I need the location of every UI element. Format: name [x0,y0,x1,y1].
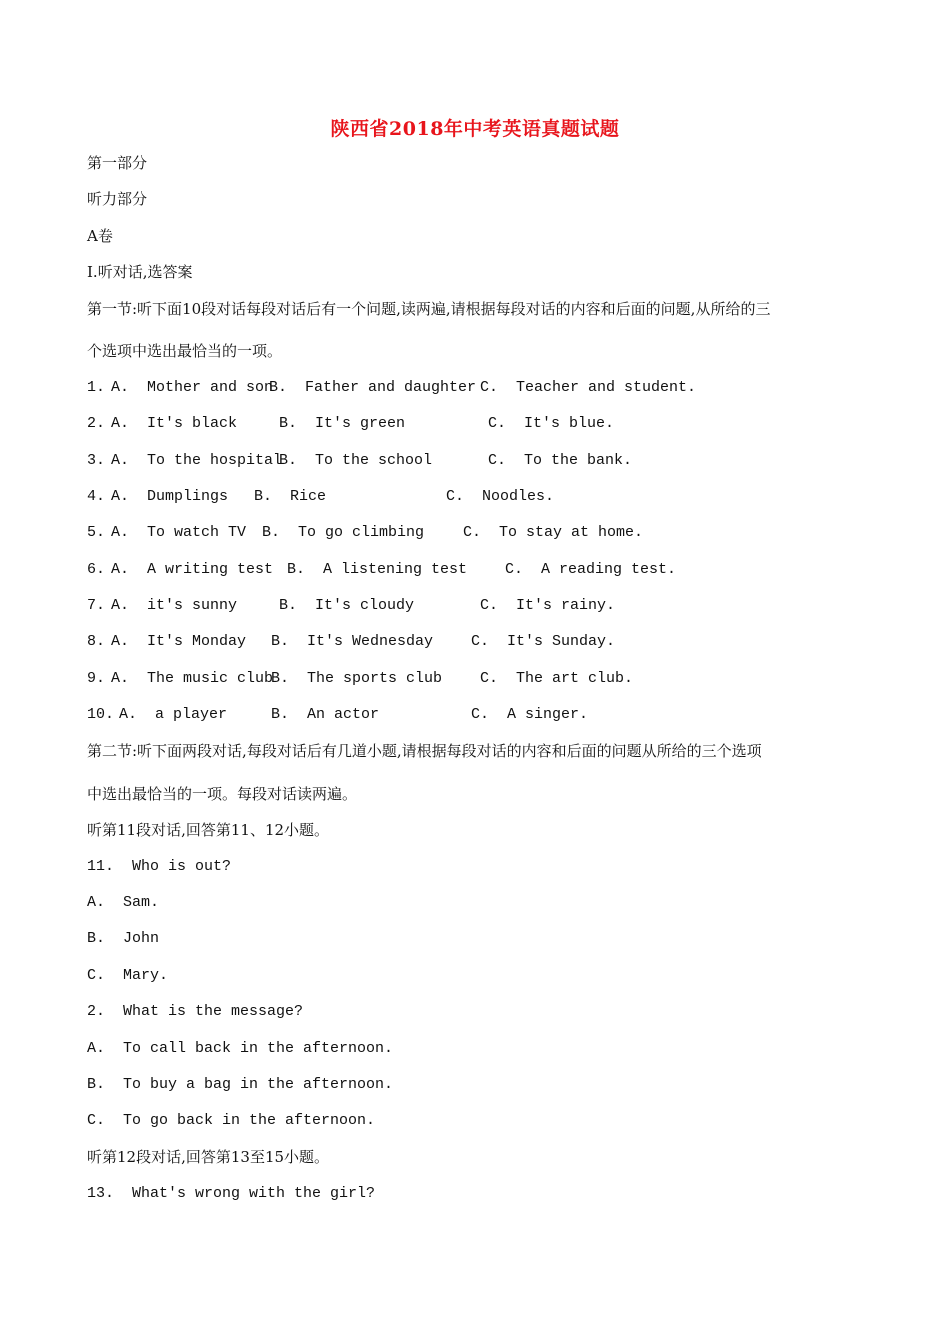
option-a: A. a player [119,706,228,723]
option-c: C. A reading test. [505,561,677,578]
option-a: A. It's black [111,415,238,432]
section2-instruction-line2: 中选出最恰当的一项。每段对话读两遍。 [87,785,358,803]
question-11-option-a: A. Sam. [87,894,160,911]
option-a: A. Dumplings [111,488,229,505]
question-number: 6. [87,561,106,578]
option-a: A. Mother and son [111,379,274,396]
option-b: B. An actor [271,706,380,723]
section2-instruction-line1: 第二节:听下面两段对话,每段对话后有几道小题,请根据每段对话的内容和后面的问题从所给的三个选项 [87,742,762,760]
section-title: I.听对话,选答案 [87,263,193,281]
question-number: 5. [87,524,106,541]
section1-instruction-line1: 第一节:听下面10段对话每段对话后有一个问题,读两遍,请根据每段对话的内容和后面的问题,从所给的三 [87,300,771,318]
question-number: 10. [87,706,115,723]
question-number: 9. [87,670,106,687]
listening-heading: 听力部分 [87,190,148,208]
option-c: C. It's rainy. [480,597,616,614]
question-number: 8. [87,633,106,650]
option-b: B. To go climbing [262,524,425,541]
option-c: C. To the bank. [488,452,633,469]
dialog11-intro: 听第11段对话,回答第11、12小题。 [87,821,330,839]
option-a: A. The music club [111,670,274,687]
dialog12-intro: 听第12段对话,回答第13至15小题。 [87,1148,330,1166]
option-c: C. Teacher and student. [480,379,697,396]
option-c: C. Noodles. [446,488,555,505]
option-b: B. A listening test [287,561,468,578]
option-c: C. The art club. [480,670,634,687]
question-12-option-b: B. To buy a bag in the afternoon. [87,1076,394,1093]
option-a: A. A writing test [111,561,274,578]
option-b: B. It's Wednesday [271,633,434,650]
option-b: B. It's green [279,415,406,432]
question-number: 4. [87,488,106,505]
question-number: 3. [87,452,106,469]
paper-heading: A卷 [87,227,113,245]
question-number: 1. [87,379,106,396]
option-b: B. To the school [279,452,433,469]
part-heading: 第一部分 [87,154,148,172]
option-c: C. It's blue. [488,415,615,432]
section1-instruction-line2: 个选项中选出最恰当的一项。 [87,342,283,360]
option-b: B. Rice [254,488,327,505]
question-number: 2. [87,415,106,432]
question-12-option-c: C. To go back in the afternoon. [87,1112,376,1129]
question-11: 11. Who is out? [87,858,232,875]
option-a: A. To watch TV [111,524,247,541]
option-a: A. it's sunny [111,597,238,614]
question-12: 2. What is the message? [87,1003,304,1020]
question-13: 13. What's wrong with the girl? [87,1185,376,1202]
option-b: B. Father and daughter [269,379,477,396]
question-11-option-b: B. John [87,930,160,947]
option-c: C. It's Sunday. [471,633,616,650]
question-number: 7. [87,597,106,614]
page-title: 陕西省2018年中考英语真题试题 [330,118,620,140]
option-c: C. A singer. [471,706,589,723]
question-12-option-a: A. To call back in the afternoon. [87,1040,394,1057]
question-11-option-c: C. Mary. [87,967,169,984]
option-a: A. It's Monday [111,633,247,650]
option-b: B. The sports club [271,670,443,687]
option-b: B. It's cloudy [279,597,415,614]
option-c: C. To stay at home. [463,524,644,541]
option-a: A. To the hospital [111,452,283,469]
